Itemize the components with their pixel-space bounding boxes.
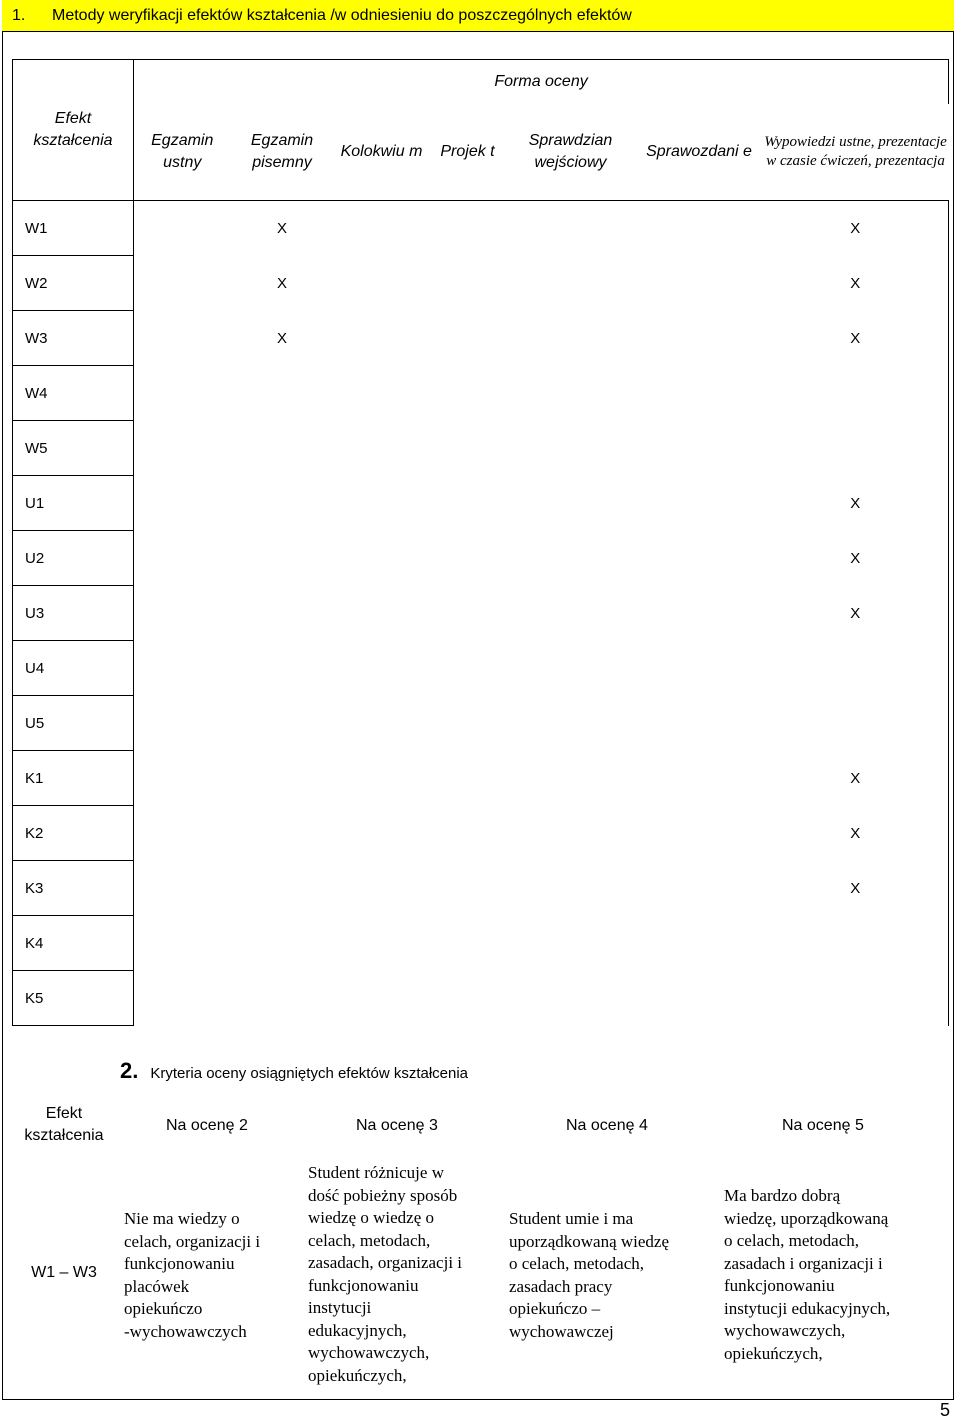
verification-methods-table [12, 59, 949, 1026]
cell-egzamin-ustny [134, 476, 231, 531]
cell-kolokwium [334, 531, 430, 586]
table-row [13, 696, 949, 751]
grade-4-header: Na ocenę 4 [566, 1117, 648, 1134]
effect-code: W5 [13, 421, 134, 476]
criteria-grade-4-text: Student umie i ma uporządkowaną wiedzę o celach, metodach, zasadach pracy opiekuńczo – wychowawczej [509, 1209, 670, 1341]
effect-code: U1 [13, 476, 134, 531]
cell-wypowiedzi: X [763, 751, 949, 806]
cell-sprawdzian [506, 696, 636, 751]
cell-egzamin-pisemny [231, 531, 334, 586]
table-row [13, 861, 949, 916]
effect-code: U2 [13, 531, 134, 586]
cell-egzamin-pisemny: X [276, 274, 287, 292]
effect-code: U3 [13, 586, 134, 641]
cell-sprawdzian [506, 806, 636, 861]
cell-sprawozdanie [636, 476, 763, 531]
cell-egzamin-ustny [134, 256, 231, 311]
cell-sprawozdanie [636, 586, 763, 641]
cell-kolokwium [334, 971, 430, 1026]
cell-projekt [430, 971, 506, 1026]
section2-heading [120, 1058, 468, 1084]
table-row [13, 311, 949, 366]
cell-wypowiedzi [763, 696, 949, 751]
cell-sprawozdanie [636, 531, 763, 586]
column-header: Projek t [430, 104, 506, 201]
cell-egzamin-ustny [134, 586, 231, 641]
cell-egzamin-pisemny: X [276, 329, 287, 347]
table-row [13, 971, 949, 1026]
cell-projekt [430, 531, 506, 586]
column-header: Sprawozdani e [636, 104, 763, 201]
cell-egzamin-ustny [134, 806, 231, 861]
cell-egzamin-pisemny [231, 696, 334, 751]
cell-projekt [430, 311, 506, 366]
cell-kolokwium [334, 751, 430, 806]
cell-kolokwium [334, 201, 430, 256]
cell-egzamin-ustny [134, 531, 231, 586]
cell-egzamin-ustny [134, 916, 231, 971]
cell-egzamin-pisemny [231, 476, 334, 531]
effect-code: W4 [13, 366, 134, 421]
cell-projekt [430, 861, 506, 916]
cell-kolokwium [334, 806, 430, 861]
effect-code: W3 [13, 311, 134, 366]
cell-egzamin-pisemny [231, 806, 334, 861]
table-row [13, 256, 949, 311]
effect-code: W2 [13, 256, 134, 311]
cell-wypowiedzi: X [763, 586, 949, 641]
cell-sprawozdanie [636, 311, 763, 366]
cell-egzamin-ustny [134, 201, 231, 256]
table-row [13, 586, 949, 641]
effect-code: K5 [13, 971, 134, 1026]
cell-egzamin-pisemny [231, 366, 334, 421]
cell-kolokwium [334, 366, 430, 421]
grade-3-header: Na ocenę 3 [356, 1117, 438, 1134]
cell-wypowiedzi: X [763, 806, 949, 861]
cell-kolokwium [334, 476, 430, 531]
cell-egzamin-ustny [134, 311, 231, 366]
cell-sprawozdanie [636, 696, 763, 751]
cell-egzamin-ustny [134, 971, 231, 1026]
cell-projekt [430, 366, 506, 421]
cell-sprawozdanie [636, 971, 763, 1026]
cell-sprawozdanie [636, 256, 763, 311]
cell-sprawdzian [506, 531, 636, 586]
cell-sprawozdanie [636, 421, 763, 476]
cell-egzamin-pisemny [231, 586, 334, 641]
column-header: Egzamin pisemny [231, 104, 334, 201]
column-header: Egzamin ustny [134, 104, 231, 201]
cell-projekt [430, 421, 506, 476]
column-header: Kolokwiu m [334, 104, 430, 201]
cell-sprawdzian [506, 751, 636, 806]
cell-sprawozdanie [636, 366, 763, 421]
cell-sprawdzian [506, 971, 636, 1026]
cell-sprawdzian [506, 641, 636, 696]
cell-egzamin-pisemny: X [276, 219, 287, 237]
cell-kolokwium [334, 696, 430, 751]
section1-heading [2, 0, 954, 32]
cell-projekt [430, 641, 506, 696]
cell-egzamin-ustny [134, 861, 231, 916]
cell-egzamin-ustny [134, 366, 231, 421]
cell-kolokwium [334, 586, 430, 641]
table-row [13, 201, 949, 256]
cell-sprawdzian [506, 201, 636, 256]
cell-kolokwium [334, 256, 430, 311]
table-row [13, 421, 949, 476]
cell-wypowiedzi [763, 971, 949, 1026]
table-row [13, 751, 949, 806]
grade-5-header: Na ocenę 5 [782, 1117, 864, 1134]
table-row [13, 531, 949, 586]
cell-sprawozdanie [636, 916, 763, 971]
criteria-grade-5-text: Ma bardzo dobrą wiedzę, uporządkowaną o celach, metodach, zasadach i organizacji i funkcjonowaniu instytucji edukacyjnych, wychowawczych, opiekuńczych, [724, 1186, 891, 1363]
cell-sprawdzian [506, 311, 636, 366]
criteria-grade-2-text: Nie ma wiedzy o celach, organizacji i funkcjonowaniu placówek opiekuńczo -wychowawczych [124, 1209, 261, 1341]
table-row [13, 806, 949, 861]
cell-sprawozdanie [636, 861, 763, 916]
cell-kolokwium [334, 421, 430, 476]
cell-wypowiedzi: X [763, 476, 949, 531]
criteria-effect-header: Efekt kształcenia [24, 1105, 104, 1144]
cell-egzamin-pisemny [231, 641, 334, 696]
section1-number: 1. [12, 7, 26, 24]
cell-egzamin-ustny [134, 696, 231, 751]
cell-wypowiedzi: X [763, 256, 949, 311]
cell-sprawozdanie [636, 201, 763, 256]
cell-sprawdzian [506, 256, 636, 311]
effect-code: W1 [13, 201, 134, 256]
column-header: Sprawdzian wejściowy [506, 104, 636, 201]
cell-projekt [430, 806, 506, 861]
grade-2-header: Na ocenę 2 [166, 1117, 248, 1134]
cell-wypowiedzi: X [763, 201, 949, 256]
cell-sprawozdanie [636, 806, 763, 861]
cell-projekt [430, 696, 506, 751]
cell-projekt [430, 751, 506, 806]
cell-egzamin-pisemny [231, 421, 334, 476]
table-row [13, 641, 949, 696]
cell-egzamin-pisemny [231, 861, 334, 916]
cell-wypowiedzi [763, 421, 949, 476]
section2-number: 2. [120, 1058, 139, 1083]
cell-wypowiedzi: X [763, 861, 949, 916]
table-row [13, 916, 949, 971]
effect-code: K3 [13, 861, 134, 916]
effect-code: U4 [13, 641, 134, 696]
cell-projekt [430, 201, 506, 256]
cell-wypowiedzi [763, 641, 949, 696]
cell-sprawdzian [506, 476, 636, 531]
cell-egzamin-pisemny [231, 916, 334, 971]
cell-sprawozdanie [636, 641, 763, 696]
cell-projekt [430, 476, 506, 531]
effect-code: K2 [13, 806, 134, 861]
cell-kolokwium [334, 916, 430, 971]
cell-wypowiedzi [763, 366, 949, 421]
cell-egzamin-pisemny [231, 971, 334, 1026]
cell-egzamin-ustny [134, 421, 231, 476]
effect-code: K4 [13, 916, 134, 971]
section2-title: Kryteria oceny osiągniętych efektów kształcenia [150, 1065, 469, 1082]
cell-egzamin-ustny [134, 751, 231, 806]
cell-sprawdzian [506, 916, 636, 971]
table-row [13, 366, 949, 421]
cell-wypowiedzi: X [763, 531, 949, 586]
cell-sprawozdanie [636, 751, 763, 806]
column-header: Wypowiedzi ustne, prezentacje w czasie ćwiczeń, prezentacja [763, 104, 949, 201]
cell-egzamin-pisemny [231, 751, 334, 806]
criteria-grade-3-text: Student różnicuje w dość pobieżny sposób wiedzę o wiedzę o celach, metodach, zasadach, organizacji i funkcjonowaniu instytucji edukacyjnych, wychowawczych, opiekuńczych, [308, 1163, 463, 1385]
effect-code: U5 [13, 696, 134, 751]
cell-sprawdzian [506, 421, 636, 476]
cell-egzamin-ustny [134, 641, 231, 696]
cell-wypowiedzi [763, 916, 949, 971]
section1-title: Metody weryfikacji efektów kształcenia /w odniesieniu do poszczególnych efektów [52, 7, 632, 24]
effect-header: Efekt kształcenia [13, 60, 134, 201]
cell-sprawdzian [506, 366, 636, 421]
cell-sprawdzian [506, 586, 636, 641]
cell-sprawdzian [506, 861, 636, 916]
cell-kolokwium [334, 641, 430, 696]
criteria-row-label: W1 – W3 [31, 1264, 97, 1281]
cell-projekt [430, 256, 506, 311]
cell-projekt [430, 586, 506, 641]
effect-code: K1 [13, 751, 134, 806]
page-number: 5 [939, 1400, 950, 1420]
cell-wypowiedzi: X [763, 311, 949, 366]
cell-kolokwium [334, 311, 430, 366]
forma-oceny-header: Forma oceny [134, 60, 949, 105]
cell-kolokwium [334, 861, 430, 916]
table-row [13, 476, 949, 531]
cell-projekt [430, 916, 506, 971]
